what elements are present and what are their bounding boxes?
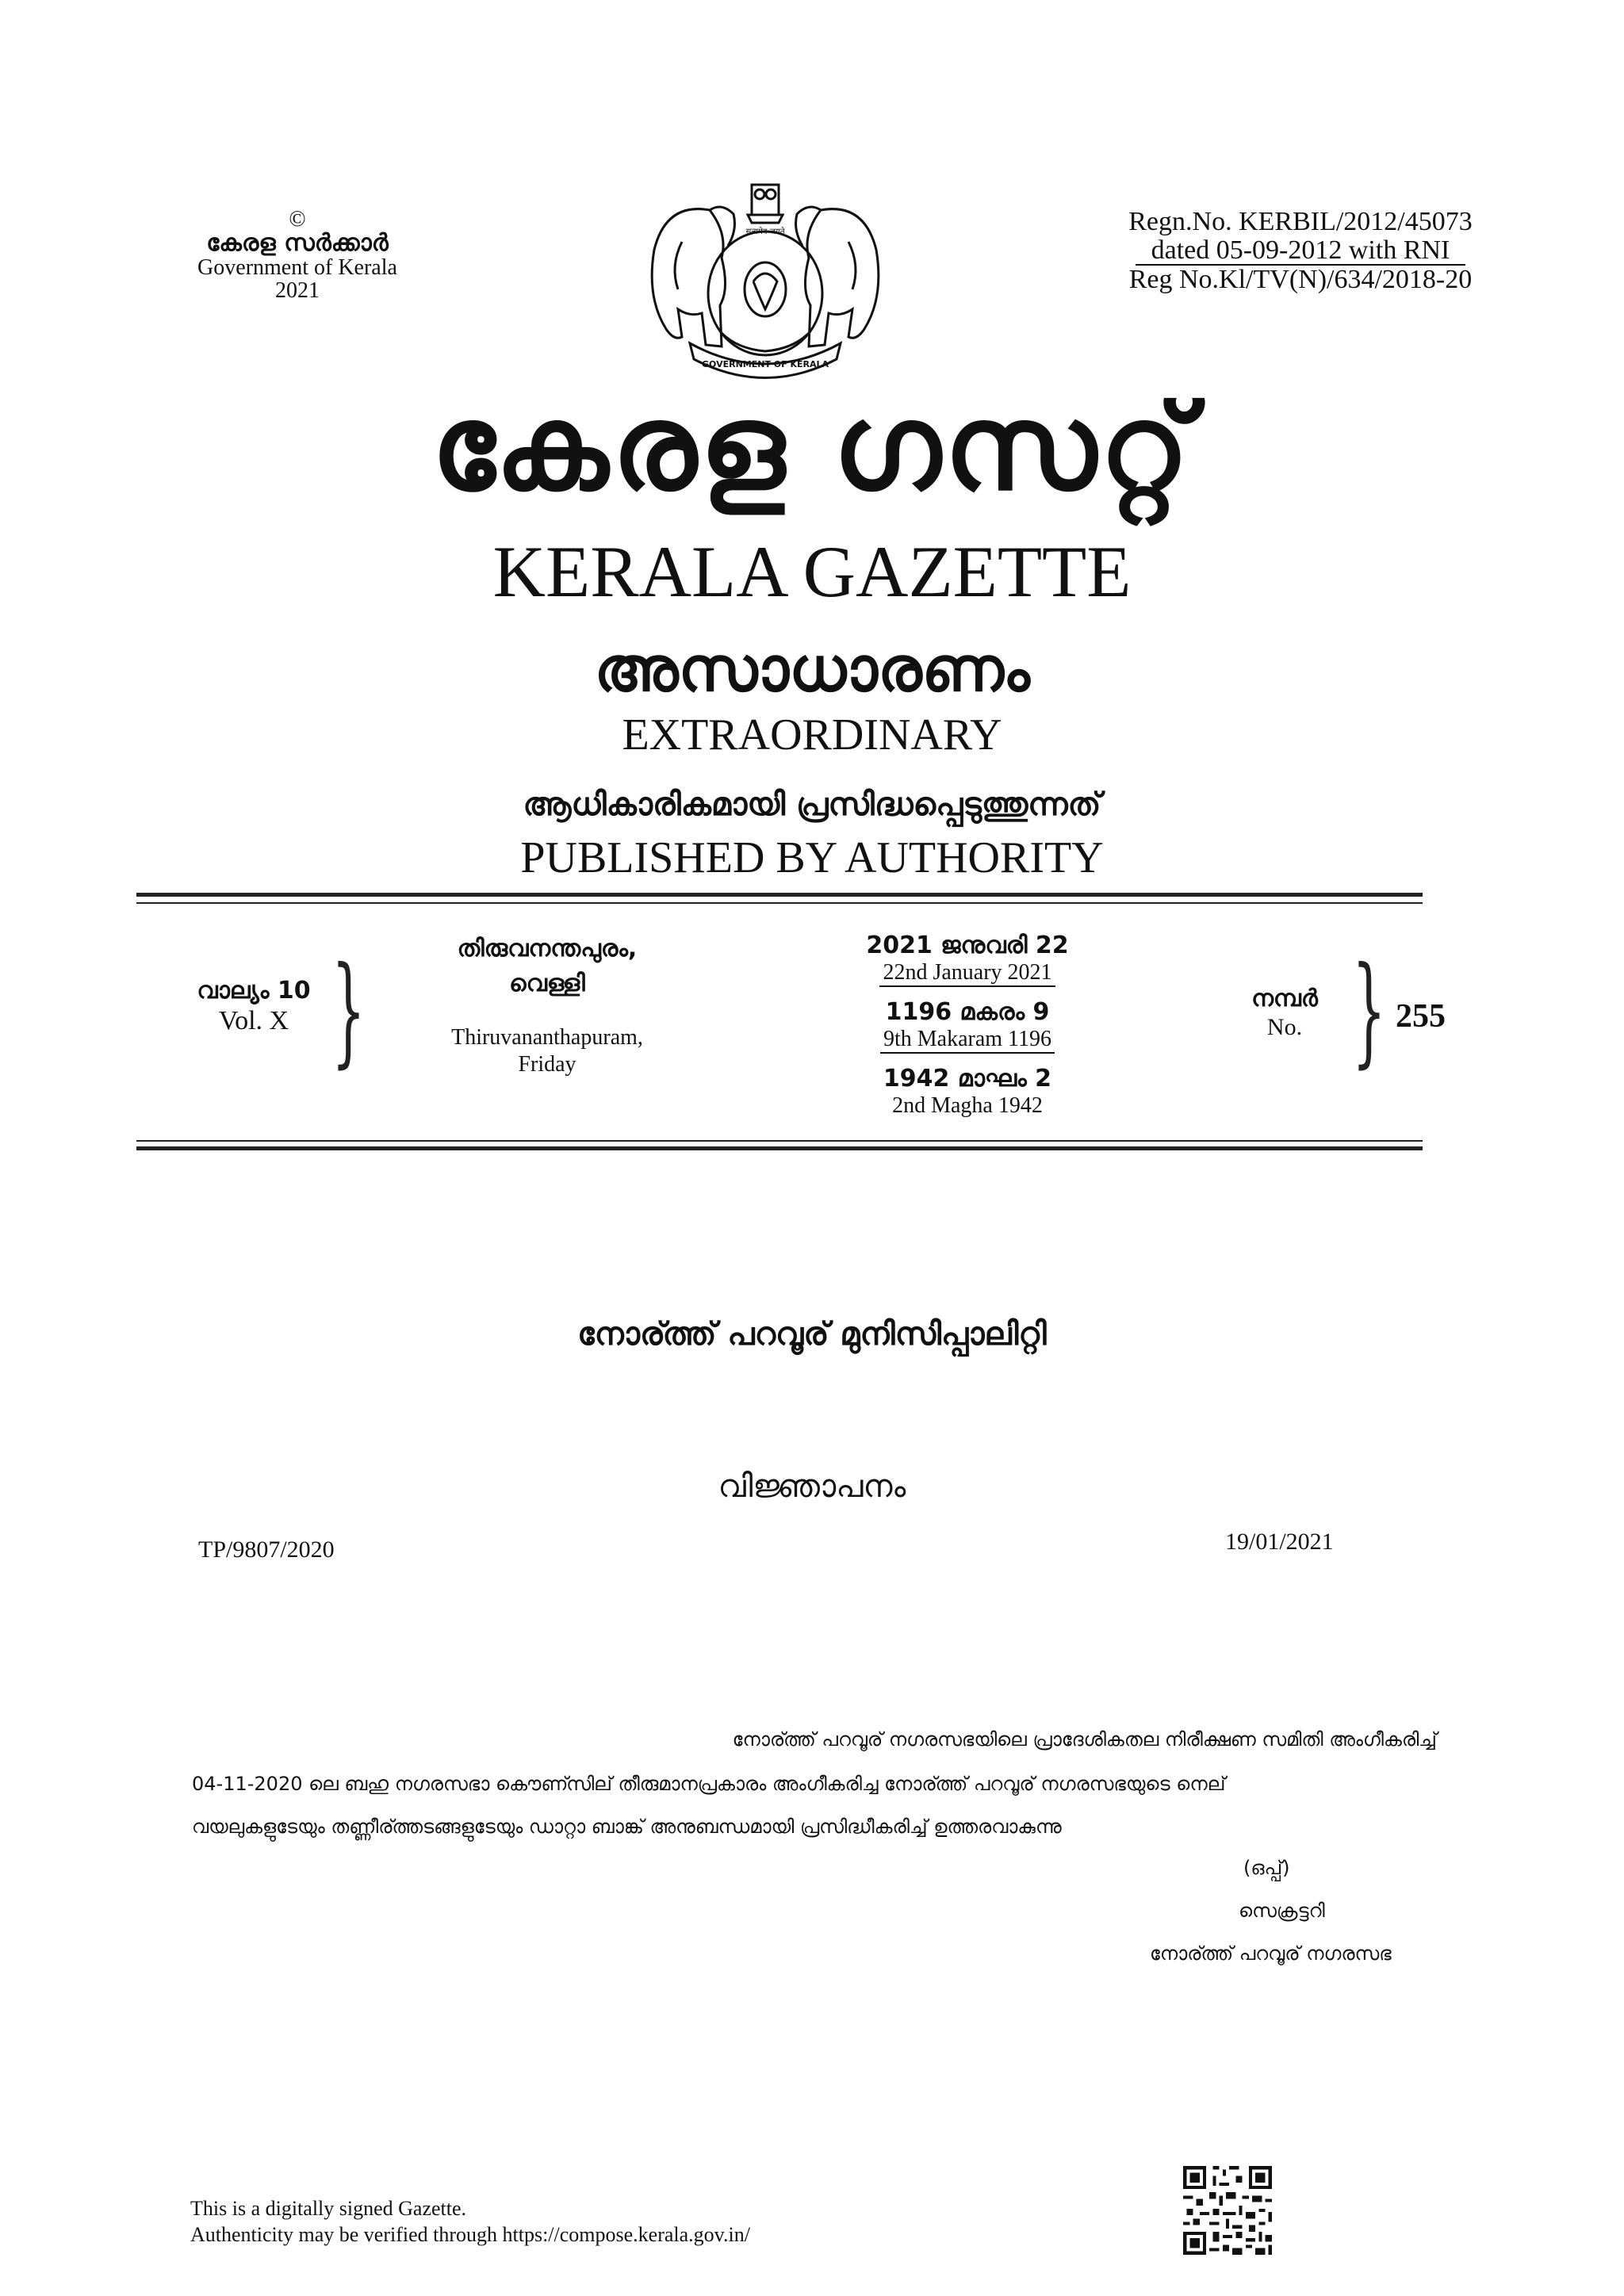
dates-block [833, 932, 1102, 1131]
date-gregorian-en: 22nd January 2021 [879, 960, 1055, 987]
brace-right: } [1352, 942, 1386, 1080]
place-block [412, 932, 682, 1077]
date-malayalam-era-en: 9th Makaram 1196 [880, 1027, 1055, 1054]
place-ml-1: തിരുവനന്തപുരം, [457, 935, 638, 962]
bottom-rule-thick [136, 1146, 1423, 1150]
top-rule-thin [136, 902, 1423, 904]
place-ml-2: വെള്ളി [509, 969, 585, 997]
published-by-authority-ml: ആധികാരികമായി പ്രസിദ്ധപ്പെടുത്തുന്നത് [523, 786, 1101, 823]
volume-en: Vol. X [218, 1006, 289, 1035]
date-saka-ml: 1942 മാഘം 2 [883, 1065, 1052, 1093]
government-name-ml: കേരള സർക്കാർ [206, 229, 389, 258]
government-name-en: Government of Kerala [197, 254, 397, 280]
extraordinary-ml: അസാധാരണം [594, 634, 1030, 706]
kerala-state-emblem-icon [634, 170, 896, 381]
paragraph-line-3: വയലുകളുടേയും തണ്ണീര്ത്തടങ്ങളുടേയും ഡാറ്റാ ബാങ്ക് അനുബന്ധമായി പ്രസിദ്ധീകരിച്ച് ഉത്തരവാകുന്നു [192, 1816, 1062, 1838]
notification-title: വിജ്ഞാപനം [718, 1468, 906, 1505]
notification-date: 19/01/2021 [1225, 1529, 1334, 1555]
signatory-designation: സെക്രട്ടറി [1239, 1900, 1325, 1922]
qr-code-icon [1180, 2163, 1275, 2258]
emblem-motto: सत्यमेव जयते [745, 228, 785, 236]
number-label-en: No. [1266, 1014, 1303, 1040]
gazette-number: 255 [1396, 998, 1446, 1035]
signature-mark: (ഒപ്പ്) [1243, 1857, 1290, 1879]
masthead-title-en: KERALA GAZETTE [492, 531, 1132, 612]
footer-line-1: This is a digitally signed Gazette. [190, 2197, 467, 2220]
registration-block [1094, 208, 1507, 294]
government-block [163, 208, 432, 303]
date-gregorian-ml: 2021 ജനുവരി 22 [866, 932, 1069, 959]
emblem-ribbon-text: GOVERNMENT OF KERALA [701, 359, 829, 369]
number-label-block [1221, 985, 1348, 1042]
regn-line-3: Reg No.Kl/TV(N)/634/2018-20 [1128, 265, 1473, 295]
bottom-rule-thin [136, 1140, 1423, 1142]
extraordinary-en: EXTRAORDINARY [622, 710, 1002, 760]
regn-line-1: Regn.No. KERBIL/2012/45073 [1128, 207, 1473, 236]
footer-note [190, 2196, 750, 2248]
volume-block [155, 977, 353, 1038]
place-en-1: Thiruvananthapuram, [451, 1025, 643, 1050]
notification-heading: നോര്ത്ത് പറവൂര് മുനിസിപ്പാലിറ്റി [577, 1316, 1047, 1353]
signatory-office: നോര്ത്ത് പറവൂര് നഗരസഭ [1150, 1942, 1392, 1965]
copyright-symbol: © [289, 207, 306, 232]
date-malayalam-era-ml: 1196 മകരം 9 [885, 998, 1050, 1027]
place-en-2: Friday [518, 1051, 576, 1077]
masthead-title-ml: കേരള ഗസറ്റ് [431, 379, 1193, 517]
brace-left: } [331, 942, 366, 1080]
published-by-authority-en: PUBLISHED BY AUTHORITY [520, 833, 1104, 882]
volume-ml: വാല്യം 10 [197, 977, 311, 1004]
gazette-year: 2021 [275, 278, 320, 304]
top-rule-thick [136, 893, 1423, 897]
date-saka-en: 2nd Magha 1942 [892, 1093, 1043, 1119]
paragraph-line-1: നോര്ത്ത് പറവൂര് നഗരസഭയിലെ പ്രാദേശികതല നിരീക്ഷണ സമിതി അംഗീകരിച്ച് [732, 1728, 1437, 1751]
footer-line-2: Authenticity may be verified through https://compose.kerala.gov.in/ [190, 2222, 750, 2246]
paragraph-line-2: 04-11-2020 ലെ ബഹു നഗരസഭാ കൌണ്സില് തീരുമാനപ്രകാരം അംഗീകരിച്ച നോര്ത്ത് പറവൂര് നഗരസഭയുടെ നെല് [192, 1773, 1226, 1795]
number-label-ml: നമ്പർ [1251, 985, 1318, 1012]
reference-number: TP/9807/2020 [198, 1536, 335, 1563]
regn-line-2: dated 05-09-2012 with RNI [1136, 236, 1466, 266]
